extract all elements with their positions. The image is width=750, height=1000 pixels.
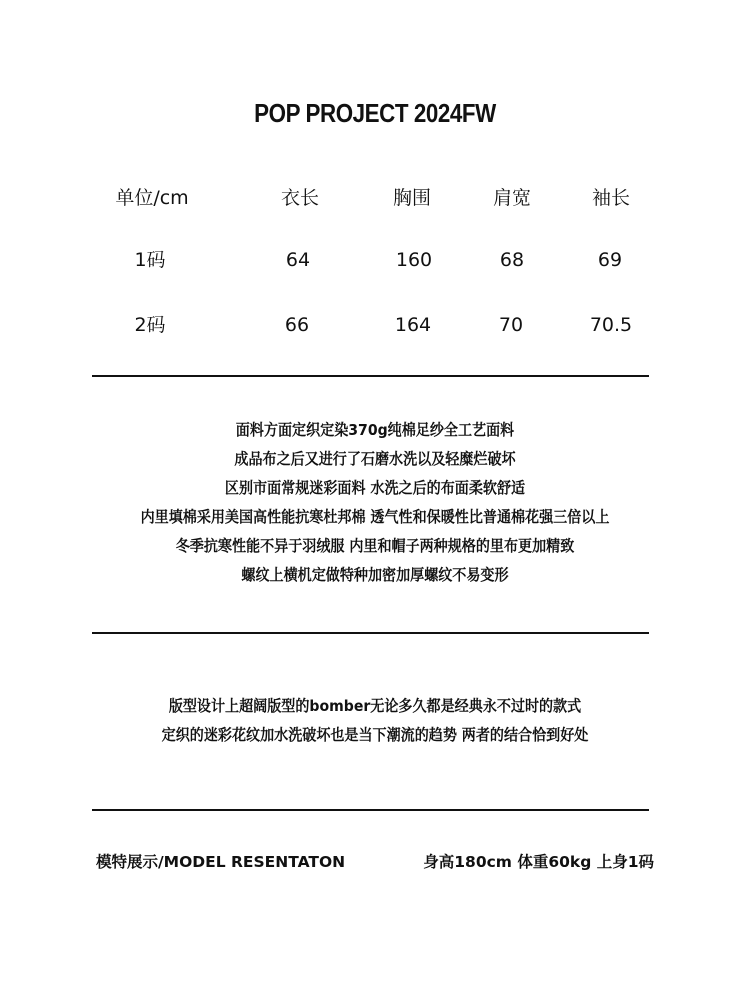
row-sleeve-value: 69 bbox=[597, 249, 623, 271]
row-size-label: 1码 bbox=[134, 249, 166, 271]
divider bbox=[92, 632, 649, 634]
header-length: 衣长 bbox=[280, 187, 320, 209]
style-description bbox=[0, 692, 750, 750]
description-line: 版型设计上超阔版型的bomber无论多久都是经典永不过时的款式 bbox=[168, 697, 582, 715]
description-line: 冬季抗寒性能不异于羽绒服 内里和帽子两种规格的里布更加精致 bbox=[175, 537, 575, 555]
row-chest-value: 160 bbox=[395, 249, 433, 271]
header-chest: 胸围 bbox=[392, 187, 432, 209]
row-shoulder-value: 70 bbox=[498, 314, 524, 336]
description-line: 内里填棉采用美国高性能抗寒杜邦棉 透气性和保暖性比普通棉花强三倍以上 bbox=[140, 508, 610, 526]
model-label: 模特展示/MODEL RESENTATON bbox=[96, 853, 346, 871]
description-line: 定织的迷彩花纹加水洗破坏也是当下潮流的趋势 两者的结合恰到好处 bbox=[161, 726, 589, 744]
row-sleeve-value: 70.5 bbox=[589, 314, 633, 336]
description-line: 区别市面常规迷彩面料 水洗之后的布面柔软舒适 bbox=[224, 479, 526, 497]
description-line: 成品布之后又进行了石磨水洗以及轻糜烂破坏 bbox=[234, 450, 516, 468]
size-table-header-row bbox=[0, 182, 750, 214]
row-length-value: 64 bbox=[285, 249, 311, 271]
page-title: POP PROJECT 2024FW bbox=[254, 98, 496, 128]
size-table-row bbox=[0, 244, 750, 276]
fabric-description bbox=[0, 416, 750, 590]
description-line: 面料方面定织定染370g纯棉足纱全工艺面料 bbox=[235, 421, 515, 439]
row-chest-value: 164 bbox=[394, 314, 432, 336]
size-table-row bbox=[0, 309, 750, 341]
model-info: 身高180cm 体重60kg 上身1码 bbox=[423, 853, 654, 871]
description-line: 螺纹上横机定做特种加密加厚螺纹不易变形 bbox=[241, 566, 509, 584]
header-sleeve: 袖长 bbox=[591, 187, 631, 209]
row-size-label: 2码 bbox=[134, 314, 166, 336]
header-shoulder: 肩宽 bbox=[492, 187, 532, 209]
divider bbox=[92, 809, 649, 811]
row-shoulder-value: 68 bbox=[499, 249, 525, 271]
row-length-value: 66 bbox=[284, 314, 310, 336]
header-unit: 单位/cm bbox=[115, 187, 189, 209]
divider bbox=[92, 375, 649, 377]
